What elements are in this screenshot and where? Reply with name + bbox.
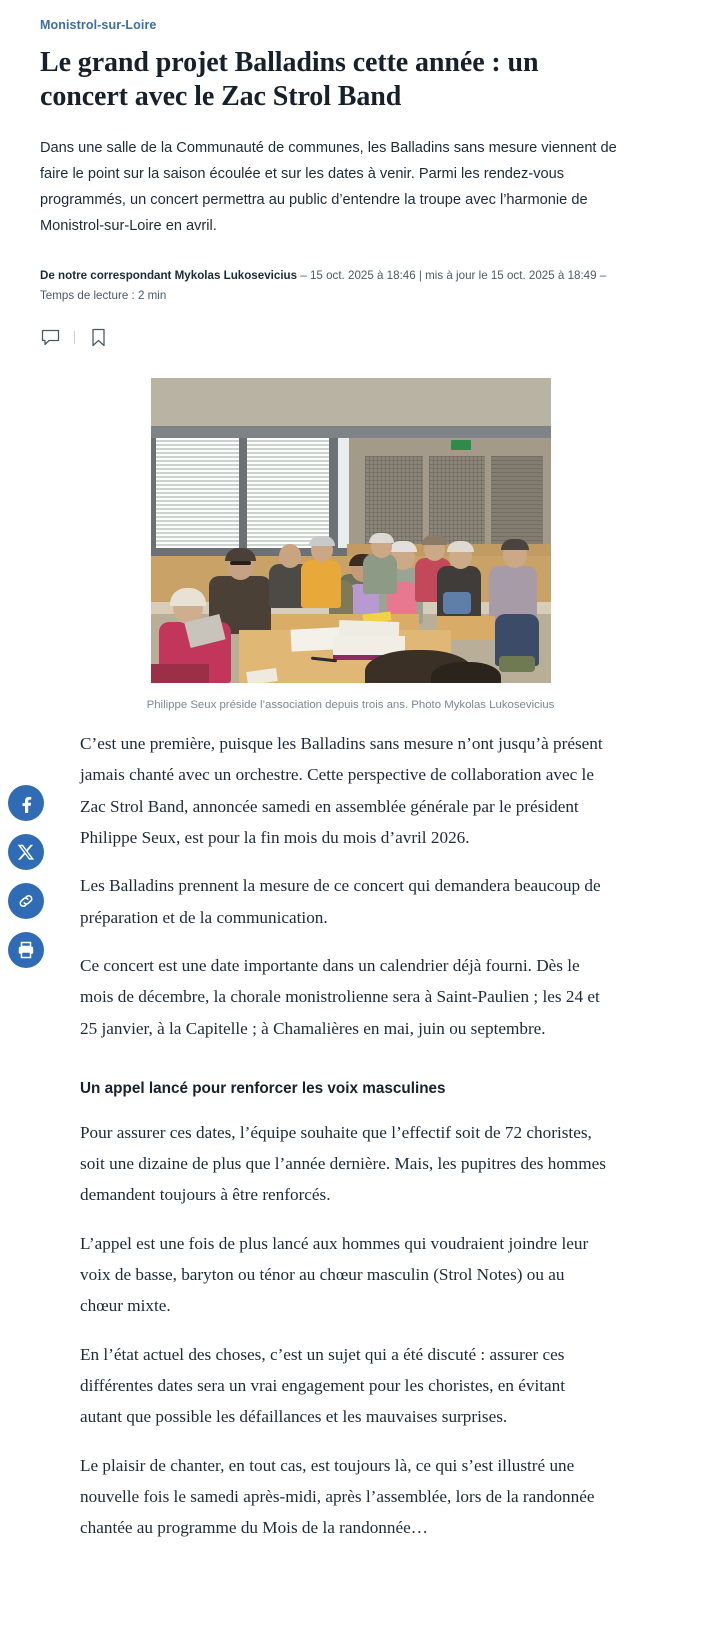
article-subheading: Un appel lancé pour renforcer les voix masculines [80, 1079, 446, 1097]
actions-divider [74, 331, 75, 344]
article-standfirst: Dans une salle de la Communauté de communes, les Balladins sans mesure viennent de faire le point sur la saison écoulée et sur les dates à venir. Parmi les rendez-vous programmés, un concert permettra au public d’entendre la troupe avec l’harmonie de Monistrol-sur-Loire en avril. [40, 140, 617, 235]
copy-link-button[interactable] [8, 883, 44, 919]
article-paragraph: C’est une première, puisque les Balladins sans mesure n’ont jusqu’à présent jamais chanté avec un orchestre. Cette perspective de collaboration avec le Zac Strol Band, annoncée samedi en assemblée générale par le président Philippe Seux, est pour la fin mois du mois d’avril 2026. [80, 734, 603, 848]
article-photo [151, 378, 551, 683]
article-paragraph: Pour assurer ces dates, l’équipe souhaite que l’effectif soit de 72 choristes, soit une dizaine de plus que l’année dernière. Mais, les pupitres des hommes demandent toujours à être renforcés. [80, 1122, 606, 1205]
article-paragraph: En l’état actuel des choses, c’est un sujet qui a été discuté : assurer ces différentes dates sera un vrai engagement pour les choristes, en évitant autant que possible les défaillances et les mauvaises surprises. [80, 1344, 566, 1427]
print-button[interactable] [8, 932, 44, 968]
bookmark-icon[interactable] [88, 327, 109, 348]
exit-sign-icon [451, 440, 471, 450]
article-paragraph: Ce concert est une date importante dans un calendrier déjà fourni. Dès le mois de décembre, la chorale monistrolienne sera à Saint-Paulien ; les 24 et 25 janvier, à la Capitelle ; à Chamalières en mai, juin ou septembre. [80, 955, 600, 1038]
comment-icon[interactable] [40, 327, 61, 348]
photo-caption: Philippe Seux préside l’association depuis trois ans. Photo Mykolas Lukosevicius [146, 699, 555, 712]
x-share-button[interactable] [8, 834, 44, 870]
article-paragraph: Les Balladins prennent la mesure de ce concert qui demandera beaucoup de préparation et de la communication. [80, 876, 601, 927]
byline-meta: – 15 oct. 2025 à 18:46 | mis à jour le 15 oct. 2025 à 18:49 – Temps de lecture : 2 min [40, 269, 607, 303]
facebook-share-button[interactable] [8, 785, 44, 821]
article-paragraph: Le plaisir de chanter, en tout cas, est toujours là, ce qui s’est illustré une nouvelle fois le samedi après-midi, après l’assemblée, lors de la randonnée chantée au programme du Mois de la randonnée… [80, 1455, 595, 1538]
article-figure [0, 378, 701, 714]
breadcrumb-link-locality[interactable]: Monistrol-sur-Loire [40, 18, 157, 32]
photo-wrapper [151, 378, 551, 683]
article-paragraph: L’appel est une fois de plus lancé aux hommes qui voudraient joindre leur voix de basse, baryton ou ténor au chœur masculin (Strol Notes) ou au chœur mixte. [80, 1233, 589, 1316]
article-actions [40, 324, 661, 350]
byline [40, 266, 640, 306]
page-title: Le grand projet Balladins cette année : un concert avec le Zac Strol Band [40, 47, 539, 113]
share-rail [8, 785, 44, 968]
article-body [40, 728, 640, 1543]
byline-author: De notre correspondant Mykolas Lukosevicius [40, 269, 298, 283]
